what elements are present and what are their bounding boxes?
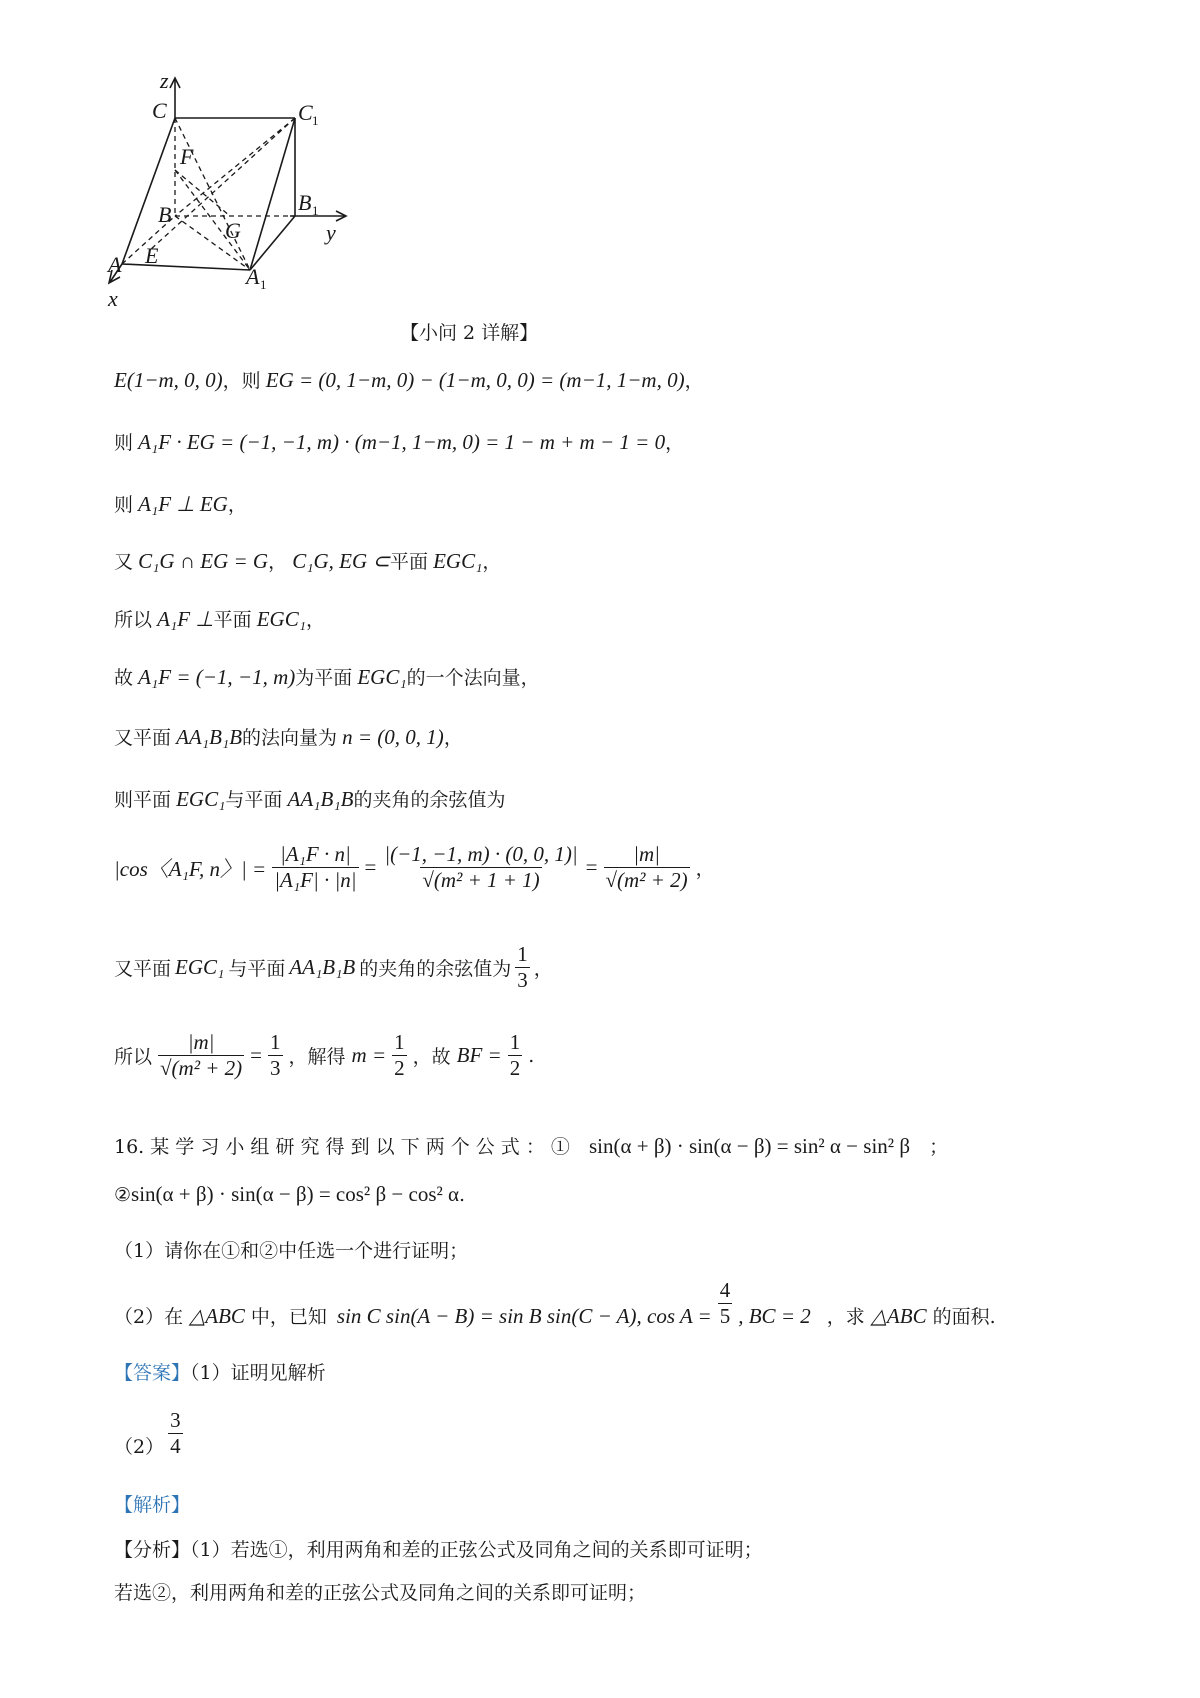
line-5: 所以 A₁F ⊥平面 EGC₁，: [114, 607, 326, 631]
fig-label-x: x: [108, 286, 118, 311]
fig-label-A: A: [108, 252, 122, 277]
fig-label-F: F: [180, 144, 194, 169]
q16-formula-2: ②sin(α + β) · sin(α − β) = cos² β − cos² α.: [114, 1182, 466, 1206]
line-11: 所以 $\frac{|m|}{\text{√(m² + 2)}}$ = $\frac{1}{3}$ ，解得 m = $\frac{1}{2}$ ，故 BF = $\frac{1}{2}$ .: [114, 1030, 535, 1080]
fig-label-E: E: [145, 243, 159, 268]
fig-label-B: B: [158, 202, 172, 227]
analysis-line-2: 若选②，利用两角和差的正弦公式及同角之间的关系即可证明；: [114, 1582, 647, 1604]
answer-line-2: （2） $\frac{3}{4}$: [114, 1408, 181, 1458]
q16-part-1: （1）请你在①和②中任选一个进行证明；: [114, 1240, 469, 1262]
line-1: E(1−m, 0, 0)，则 EG = (0, 1−m, 0) − (1−m, 0, 0) = (m−1, 1−m, 0)，: [114, 368, 704, 392]
line-3: 则 A₁F ⊥ EG，: [114, 492, 247, 516]
svg-text:1: 1: [260, 277, 267, 292]
fig-label-C: C: [152, 98, 167, 123]
line-7: 又平面 AA₁B₁B的法向量为 n = (0, 0, 1)，: [114, 725, 463, 749]
line-2: 则 A₁F · EG = (−1, −1, m) · (m−1, 1−m, 0) = 1 − m + m − 1 = 0，: [114, 430, 685, 454]
fig-label-A1: A: [246, 264, 260, 289]
q16-part-2: （2）在 △ABC 中，已知 sin C sin(A − B) = sin B sin(C − A), cos A = $\frac{4}{5}$ , BC = 2 ，求 △ABC 的面积.: [114, 1278, 996, 1328]
line-6: 故 A₁F = (−1, −1, m)为平面 EGC₁的一个法向量，: [114, 665, 540, 689]
analysis-line-1: 【分析】（1）若选①，利用两角和差的正弦公式及同角之间的关系即可证明；: [114, 1539, 763, 1561]
line-9: |cos〈A₁F, n〉| = $\frac{\text{|A₁F · n|}}{\text{|A₁F| · |n|}}$ = $\frac{|(-1, -1, m) \cdot (0, 0, 1)|}{\text{√(m² + 1 + 1)}}$ = $\frac{|m|}{\text{√(m² + 2)}}$ ，: [114, 842, 715, 892]
fig-label-G: G: [225, 218, 241, 243]
prism-figure: [100, 70, 380, 340]
fig-label-C1: C: [298, 100, 313, 125]
sub-heading: 【小问 2 详解】: [400, 322, 539, 344]
answer-line-1: 【答案】（1）证明见解析: [114, 1362, 326, 1384]
fig-label-y: y: [326, 220, 336, 245]
line-8: 则平面 EGC₁与平面 AA₁B₁B的夹角的余弦值为: [114, 787, 506, 811]
answer-tag: 【答案】: [114, 1362, 191, 1384]
fig-label-B1: B: [298, 190, 312, 215]
q16-intro: 16. 某 学 习 小 组 研 究 得 到 以 下 两 个 公 式 ： ① sin(α + β) · sin(α − β) = sin² α − sin² β ；: [114, 1134, 949, 1158]
analysis-tag: 【解析】: [114, 1494, 191, 1516]
svg-text:1: 1: [312, 203, 319, 218]
svg-text:1: 1: [312, 113, 319, 128]
line-4: 又 C₁G ∩ EG = G， C₁G, EG ⊂平面 EGC₁，: [114, 549, 502, 573]
fig-label-z: z: [160, 70, 169, 93]
line-10: 又平面 EGC₁ 与平面 AA₁B₁B 的夹角的余弦值为 $\frac{1}{3}$ ，: [114, 942, 553, 992]
